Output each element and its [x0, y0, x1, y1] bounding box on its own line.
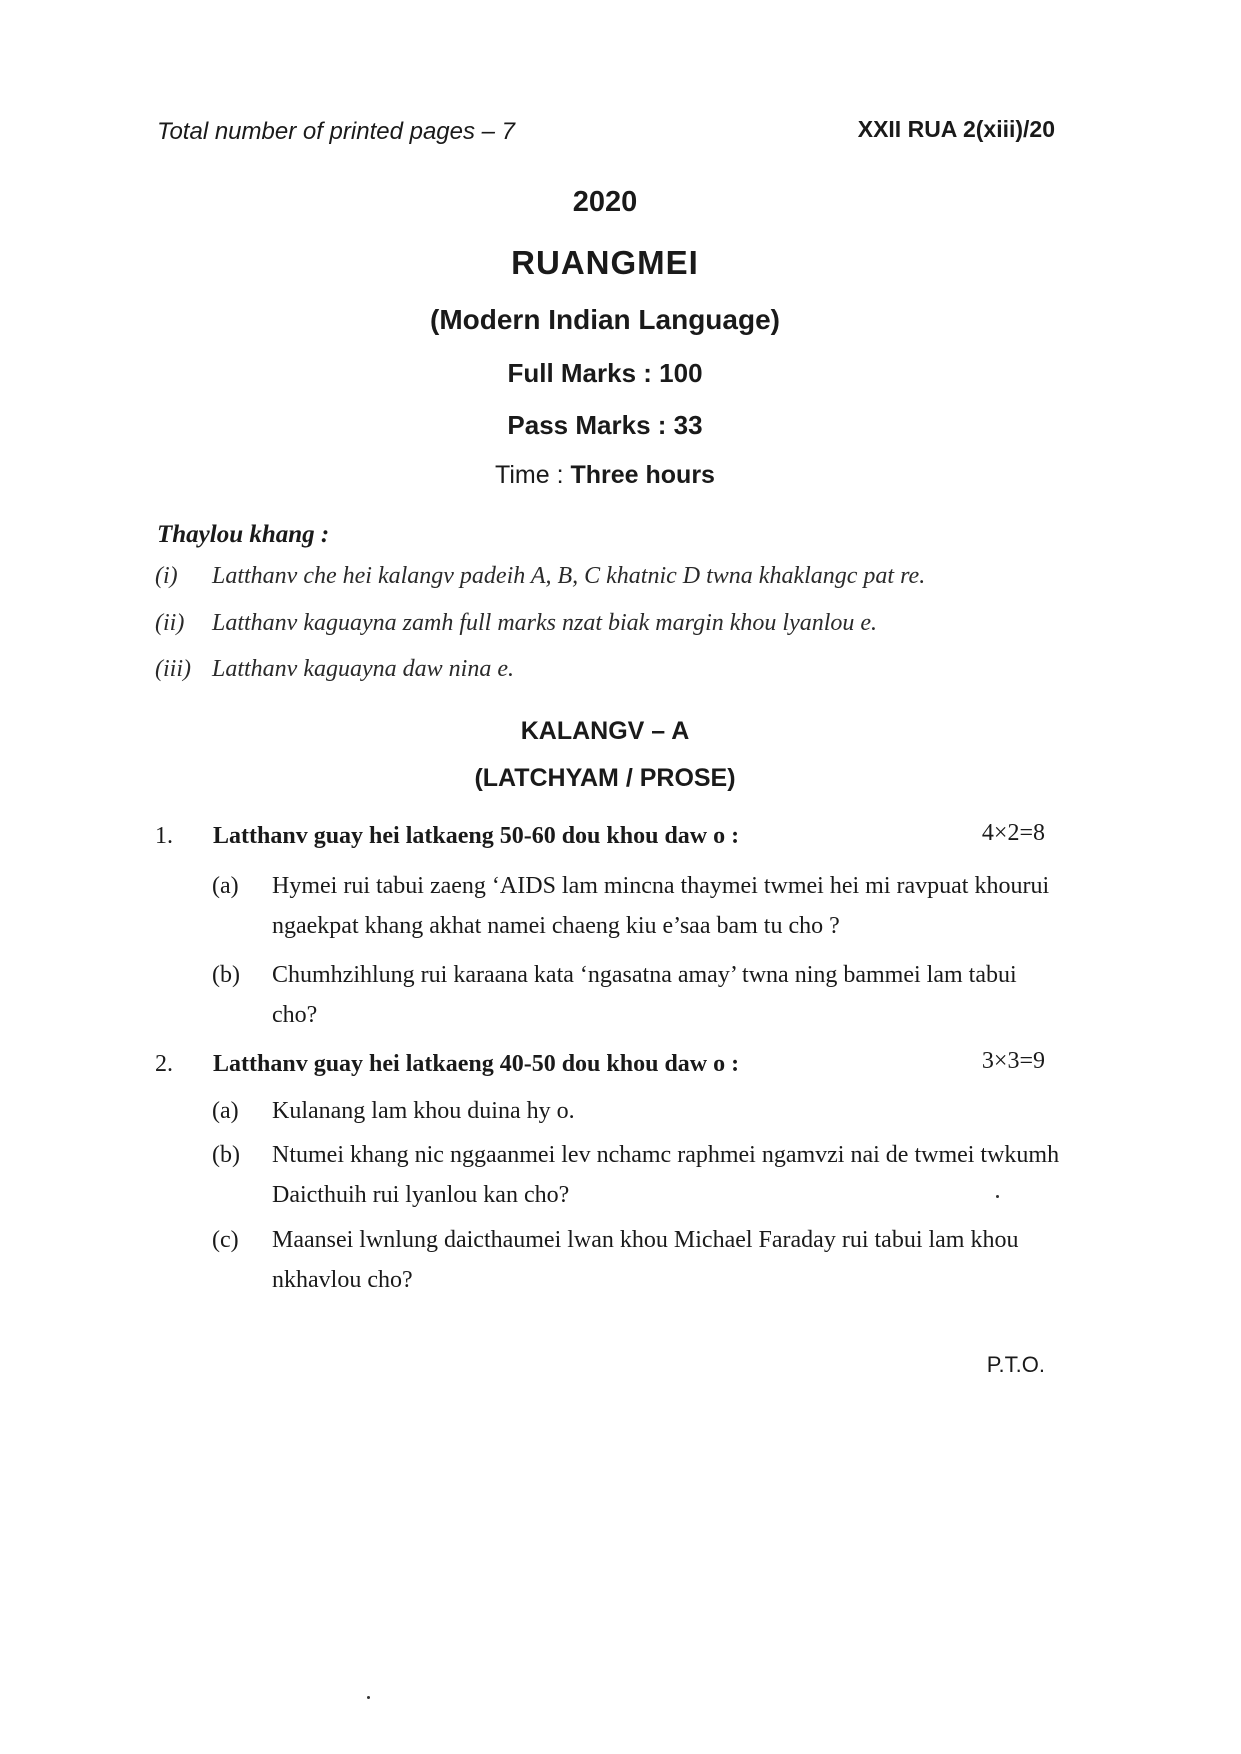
sub-question-label: (c) — [212, 1227, 239, 1253]
sub-question-text: Chumhzihlung rui karaana kata ‘ngasatna amay’ twna ning bammei lam tabui cho? — [272, 962, 1017, 1028]
sub-question-label: (a) — [212, 873, 239, 899]
scan-speck — [996, 1195, 999, 1198]
instruction-number: (i) — [155, 563, 178, 589]
full-marks: Full Marks : 100 — [507, 358, 703, 388]
question-marks: 4×2=8 — [981, 820, 1045, 846]
time-label: Time : — [495, 461, 571, 489]
instructions-heading: Thaylou khang : — [157, 521, 330, 548]
sub-question-label: (b) — [212, 962, 240, 988]
page-turn-over: P.T.O. — [986, 1352, 1045, 1377]
printed-pages-note: Total number of printed pages – 7 — [157, 118, 516, 145]
question-number: 2. — [155, 1051, 173, 1077]
sub-question-label: (a) — [212, 1098, 239, 1124]
instruction-number: (iii) — [155, 656, 191, 682]
pass-marks: Pass Marks : 33 — [507, 410, 703, 440]
time-allowed — [400, 461, 810, 490]
section-title: KALANGV – A — [520, 717, 690, 745]
time-value: Three hours — [570, 461, 715, 489]
subject-category: (Modern Indian Language) — [430, 304, 780, 335]
instruction-text: Latthanv kaguayna daw nina e. — [212, 656, 514, 682]
sub-question-text: Ntumei khang nic nggaanmei lev nchamc raphmei ngamvzi nai de twmei twkumh Daicthuih rui lyanlou kan cho? — [272, 1142, 1060, 1208]
question-text: Latthanv guay hei latkaeng 50-60 dou khou daw o : — [213, 823, 740, 849]
question-marks: 3×3=9 — [981, 1048, 1045, 1074]
instruction-text: Latthanv kaguayna zamh full marks nzat biak margin khou lyanlou e. — [212, 610, 878, 636]
sub-question-label: (b) — [212, 1142, 240, 1168]
sub-question-text: Hymei rui tabui zaeng ‘AIDS lam mincna thaymei twmei hei mi ravpuat khourui ngaekpat khang akhat namei chaeng kiu e’saa bam tu cho ? — [272, 873, 1050, 939]
instruction-number: (ii) — [155, 610, 185, 636]
instruction-text: Latthanv che hei kalangv padeih A, B, C khatnic D twna khaklangc pat re. — [212, 563, 926, 589]
question-number: 1. — [155, 823, 173, 849]
sub-question-text: Kulanang lam khou duina hy o. — [272, 1098, 575, 1124]
subject-title: RUANGMEI — [511, 244, 699, 281]
paper-code: XXII RUA 2(xiii)/20 — [857, 116, 1055, 142]
exam-year: 2020 — [572, 186, 638, 218]
section-subtitle: (LATCHYAM / PROSE) — [474, 764, 736, 792]
sub-question-text: Maansei lwnlung daicthaumei lwan khou Michael Faraday rui tabui lam khou nkhavlou cho? — [272, 1227, 1019, 1293]
question-text: Latthanv guay hei latkaeng 40-50 dou khou daw o : — [213, 1051, 740, 1077]
scan-speck — [367, 1696, 370, 1699]
